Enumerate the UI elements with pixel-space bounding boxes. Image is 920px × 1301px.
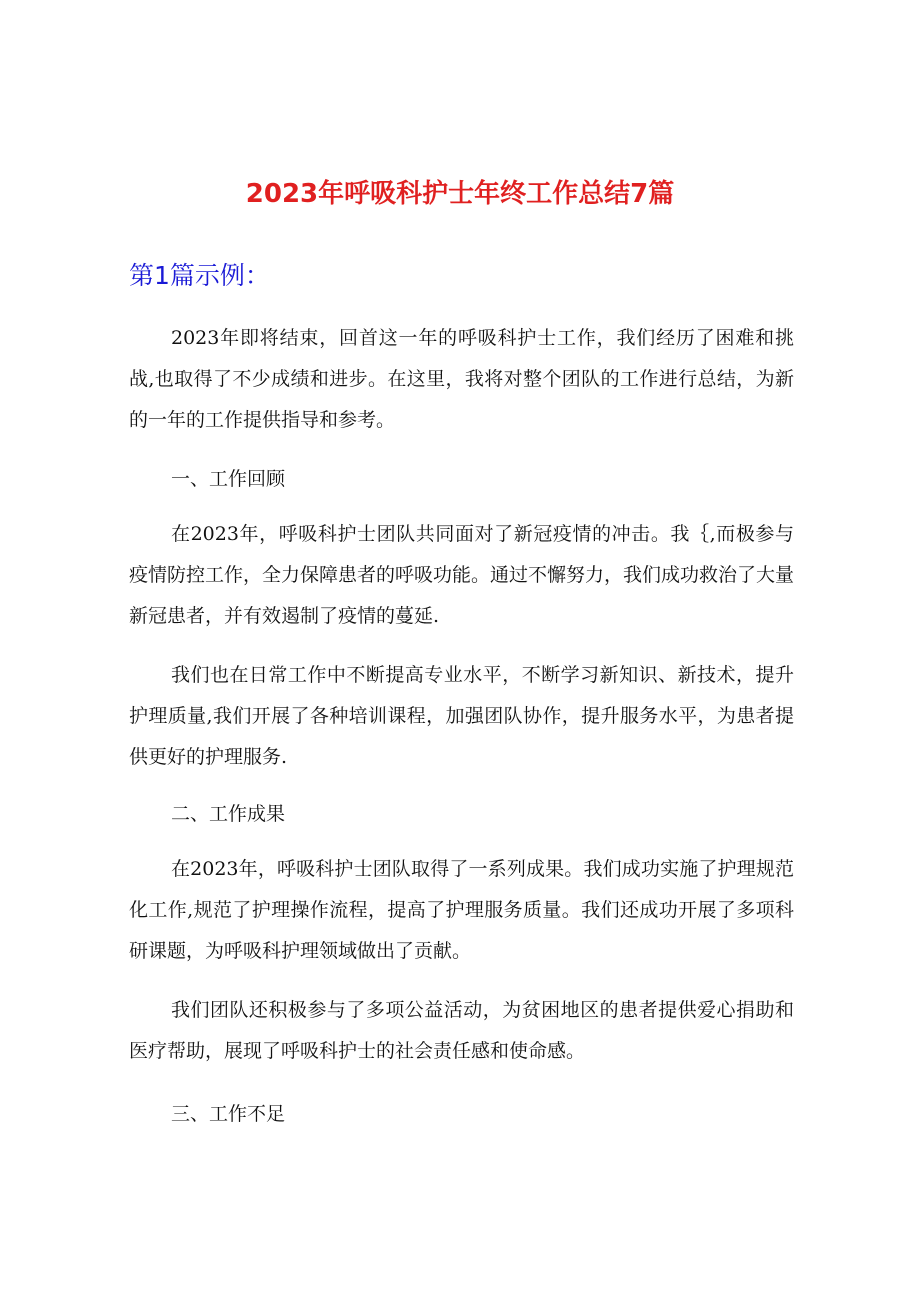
- section-heading-review: 一、工作回顾: [171, 468, 286, 490]
- section-heading-shortcomings: 三、工作不足: [171, 1103, 286, 1125]
- paragraph-results-2: 我们团队还积极参与了多项公益活动，为贫困地区的患者提供爱心捐助和医疗帮助，展现了呼吸科护士的社会责任感和使命感。: [129, 999, 794, 1062]
- example-heading: 第1篇示例：: [129, 261, 270, 290]
- paragraph-review-1: 在2023年，呼吸科护士团队共同面对了新冠疫情的冲击。我｛,而极参与疫情防控工作，全力保障患者的呼吸功能。通过不懈努力，我们成功救治了大量新冠患者，并有效遏制了疫情的蔓延.: [129, 523, 795, 627]
- paragraph-intro: 2023年即将结束，回首这一年的呼吸科护士工作，我们经历了困难和挑战,也取得了不少成绩和进步。在这里，我将对整个团队的工作进行总结，为新的一年的工作提供指导和参考。: [129, 327, 794, 431]
- document-title: 2023年呼吸科护士年终工作总结7篇: [245, 179, 675, 209]
- paragraph-review-2: 我们也在日常工作中不断提高专业水平，不断学习新知识、新技术，提升护理质量,我们开展了各种培训课程，加强团队协作，提升服务水平，为患者提供更好的护理服务.: [129, 664, 794, 768]
- section-heading-results: 二、工作成果: [171, 803, 286, 825]
- paragraph-results-1: 在2023年，呼吸科护士团队取得了一系列成果。我们成功实施了护理规范化工作,规范了护理操作流程，提高了护理服务质量。我们还成功开展了多项科研课题，为呼吸科护理领域做出了贡献。: [129, 858, 794, 962]
